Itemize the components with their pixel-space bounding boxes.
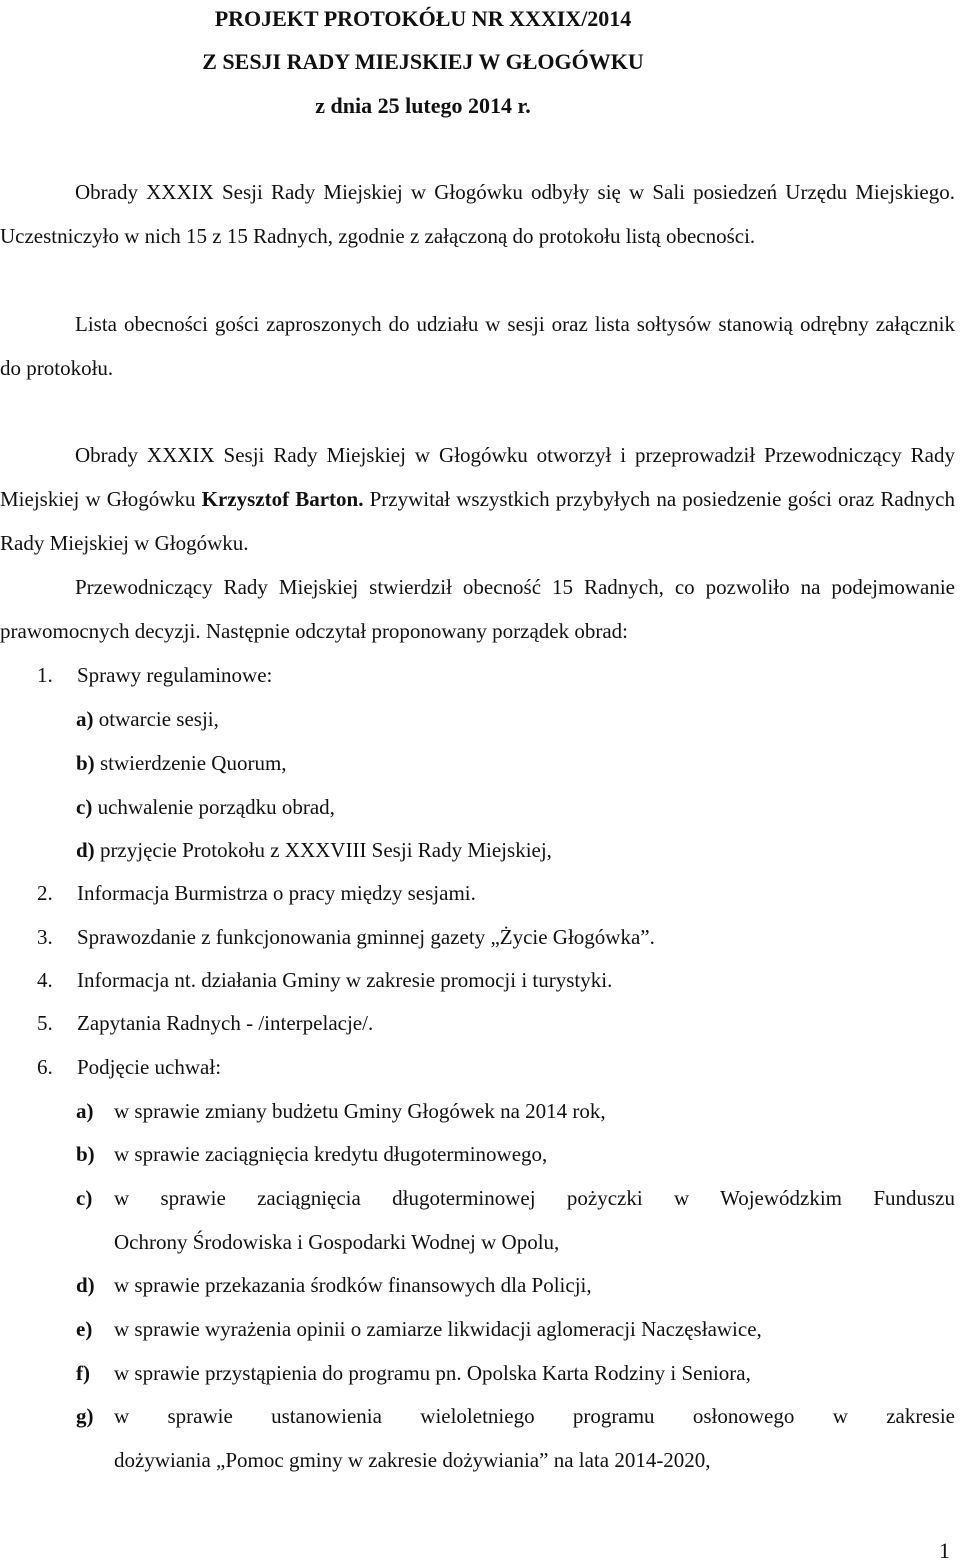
paragraph-chair-opening xyxy=(0,433,955,565)
agenda-item-number: 2. xyxy=(37,881,53,905)
agenda-item-text: Sprawy regulaminowe: xyxy=(77,663,273,687)
agenda-item-text: Informacja nt. działania Gminy w zakresie promocji i turystyki. xyxy=(77,968,613,992)
agenda-item-number: 1. xyxy=(37,663,53,687)
agenda-subitem-1c xyxy=(76,785,335,829)
paragraph-opening xyxy=(0,170,955,258)
agenda-item-number: 6. xyxy=(37,1055,53,1079)
resolution-item-g-continuation: dożywiania „Pomoc gminy w zakresie dożywiania” na lata 2014-2020, xyxy=(114,1448,711,1472)
resolution-text: w sprawie zaciągnięcia kredytu długoterminowego, xyxy=(114,1142,548,1166)
resolution-item-c xyxy=(76,1176,955,1220)
resolution-label: f) xyxy=(76,1361,90,1385)
agenda-item-5 xyxy=(37,1001,373,1045)
resolution-item-c-continuation: Ochrony Środowiska i Gospodarki Wodnej w Opolu, xyxy=(114,1230,560,1254)
resolution-text: w sprawie ustanowienia wieloletniego programu osłonowego w zakresie xyxy=(114,1404,955,1428)
page-number: 1 xyxy=(939,1538,950,1563)
document-date: z dnia 25 lutego 2014 r. xyxy=(315,93,531,118)
paragraph-quorum xyxy=(0,565,955,653)
resolution-item-e xyxy=(76,1307,762,1351)
agenda-item-1 xyxy=(37,653,272,697)
agenda-item-text: Sprawozdanie z funkcjonowania gminnej gazety „Życie Głogówka”. xyxy=(77,925,655,949)
resolution-text: w sprawie przekazania środków finansowych dla Policji, xyxy=(114,1273,592,1297)
paragraph-opening-text: Obrady XXXIX Sesji Rady Miejskiej w Głogówku odbyły się w Sali posiedzeń Urzędu Miejskiego. Uczestniczyło w nich 15 z 15 Radnych, zgodnie z załączoną do protokołu listą obecności. xyxy=(0,180,955,248)
resolution-text: w sprawie zaciągnięcia długoterminowej pożyczki w Wojewódzkim Funduszu xyxy=(114,1186,955,1210)
resolution-item-a xyxy=(76,1089,606,1133)
resolution-item-g xyxy=(76,1394,955,1438)
paragraph-guest-list xyxy=(0,302,955,390)
agenda-item-6 xyxy=(37,1045,221,1089)
agenda-item-number: 3. xyxy=(37,925,53,949)
agenda-item-text: Informacja Burmistrza o pracy między sesjami. xyxy=(77,881,476,905)
resolution-text: w sprawie zmiany budżetu Gminy Głogówek na 2014 rok, xyxy=(114,1099,606,1123)
resolution-label: c) xyxy=(76,1186,93,1210)
resolution-item-f xyxy=(76,1351,751,1395)
resolution-label: d) xyxy=(76,1273,95,1297)
resolution-label: e) xyxy=(76,1317,93,1341)
document-subtitle: Z SESJI RADY MIEJSKIEJ W GŁOGÓWKU xyxy=(202,49,644,74)
subitem-label: d) xyxy=(76,838,95,862)
subitem-text: uchwalenie porządku obrad, xyxy=(92,795,335,819)
agenda-item-text: Podjęcie uchwał: xyxy=(77,1055,222,1079)
agenda-item-number: 4. xyxy=(37,968,53,992)
subitem-label: a) xyxy=(76,707,94,731)
chairman-name: Krzysztof Barton. xyxy=(201,487,364,511)
subitem-text: przyjęcie Protokołu z XXXVIII Sesji Rady Miejskiej, xyxy=(94,838,552,862)
paragraph-quorum-text: Przewodniczący Rady Miejskiej stwierdził obecność 15 Radnych, co pozwoliło na podejmowanie prawomocnych decyzji. Następnie odczytał proponowany porządek obrad: xyxy=(0,575,955,643)
subitem-text: stwierdzenie Quorum, xyxy=(94,751,287,775)
resolution-item-b xyxy=(76,1132,547,1176)
subitem-label: b) xyxy=(76,751,95,775)
document-title: PROJEKT PROTOKÓŁU NR XXXIX/2014 xyxy=(214,6,632,31)
resolution-text: w sprawie wyrażenia opinii o zamiarze likwidacji aglomeracji Naczęsławice, xyxy=(114,1317,762,1341)
agenda-subitem-1b xyxy=(76,741,287,785)
agenda-item-number: 5. xyxy=(37,1011,53,1035)
agenda-subitem-1d xyxy=(76,828,552,872)
resolution-label: g) xyxy=(76,1404,94,1428)
paragraph-chair-text-start: Obrady XXXIX Sesji Rady Miejskiej w Głogówku otworzył i przeprowadził Przewodniczący Rady Miejskiej w Głogówku xyxy=(0,443,955,511)
paragraph-guest-list-text: Lista obecności gości zaproszonych do udziału w sesji oraz lista sołtysów stanowią odrębny załącznik do protokołu. xyxy=(0,312,955,380)
paragraph-chair-text-end: Przywitał wszystkich przybyłych na posiedzenie gości oraz Radnych Rady Miejskiej w Głogówku. xyxy=(0,487,955,555)
subitem-text: otwarcie sesji, xyxy=(93,707,219,731)
agenda-item-2 xyxy=(37,871,476,915)
resolution-text: w sprawie przystąpienia do programu pn. Opolska Karta Rodziny i Seniora, xyxy=(114,1361,751,1385)
agenda-item-text: Zapytania Radnych - /interpelacje/. xyxy=(77,1011,374,1035)
agenda-item-3 xyxy=(37,915,655,959)
resolution-item-d xyxy=(76,1263,592,1307)
subitem-label: c) xyxy=(76,795,93,819)
agenda-subitem-1a xyxy=(76,697,219,741)
resolution-label: a) xyxy=(76,1099,94,1123)
resolution-label: b) xyxy=(76,1142,95,1166)
agenda-item-4 xyxy=(37,958,612,1002)
